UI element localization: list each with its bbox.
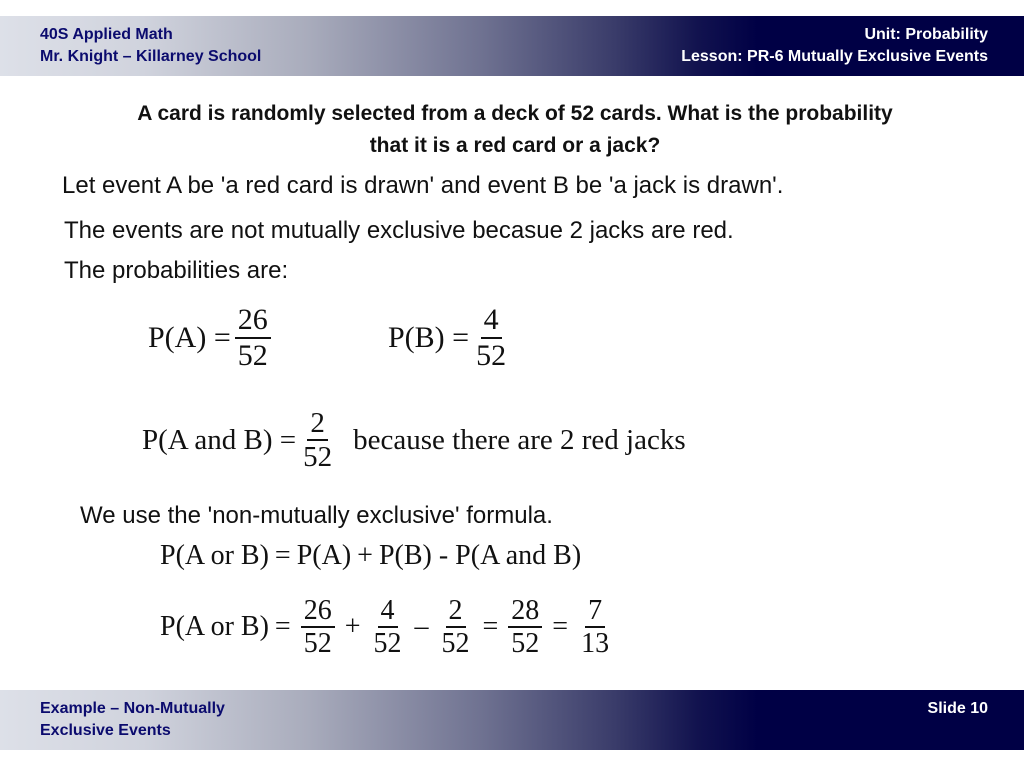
calc-fraction-4 <box>508 596 542 659</box>
fraction-denominator: 52 <box>373 628 402 660</box>
fraction-numerator: 2 <box>307 408 328 441</box>
fraction-numerator: 26 <box>301 596 335 628</box>
question-text <box>40 98 990 162</box>
prob-b-fraction <box>473 304 509 371</box>
question-line-2: that it is a red card or a jack? <box>369 134 661 157</box>
prob-b-label: P(B) = <box>388 320 470 354</box>
calc-lhs: P(A or B) <box>160 611 269 643</box>
calc-equals: = <box>552 611 569 643</box>
header-left <box>40 24 261 68</box>
course-title: 40S Applied Math <box>40 26 173 43</box>
fraction-denominator: 52 <box>303 628 332 660</box>
formula-plus: + <box>357 540 373 571</box>
formula-intro: We use the 'non-mutually exclusive' formula. <box>80 502 553 529</box>
calc-equals: = <box>482 611 499 643</box>
fraction-denominator: 52 <box>511 628 540 660</box>
fraction-numerator: 7 <box>585 596 605 628</box>
formula-equals: = <box>274 540 291 571</box>
lesson-title: Lesson: PR-6 Mutually Exclusive Events <box>681 48 988 65</box>
footer-title <box>40 698 300 742</box>
probabilities-intro: The probabilities are: <box>64 257 289 284</box>
formula-pa: P(A) <box>296 540 352 571</box>
prob-a-label: P(A) = <box>148 320 231 354</box>
calc-fraction-3 <box>439 596 473 659</box>
calc-fraction-2 <box>371 596 405 659</box>
prob-a-and-b-fraction <box>300 408 335 473</box>
calc-fraction-5 <box>578 596 612 659</box>
unit-title: Unit: Probability <box>864 26 988 43</box>
question-line-1: A card is randomly selected from a deck of 52 cards. What is the probability <box>137 102 893 125</box>
calc-equals: = <box>274 611 291 643</box>
header-right <box>681 24 988 68</box>
not-exclusive-reason: The events are not mutually exclusive becasue 2 jacks are red. <box>64 217 734 244</box>
teacher-name: Mr. Knight – Killarney School <box>40 48 262 65</box>
slide-number <box>928 698 988 720</box>
prob-a-and-b-label: P(A and B) = <box>142 423 297 456</box>
prob-b-equation <box>388 304 513 371</box>
red-jacks-note: because there are 2 red jacks <box>353 423 686 456</box>
footer-title-line-2: Exclusive Events <box>40 722 171 739</box>
prob-a-and-b-equation <box>142 408 686 473</box>
fraction-numerator: 26 <box>235 304 271 339</box>
fraction-numerator: 2 <box>446 596 466 628</box>
formula-rest: P(B) - P(A and B) <box>378 540 582 571</box>
event-definition: Let event A be 'a red card is drawn' and event B be 'a jack is drawn'. <box>62 172 784 199</box>
slide-label: Slide <box>927 700 966 717</box>
fraction-denominator: 13 <box>581 628 610 660</box>
fraction-denominator: 52 <box>237 338 268 372</box>
fraction-numerator: 4 <box>378 596 398 628</box>
formula-lhs: P(A or B) <box>160 540 269 571</box>
calc-plus: + <box>344 611 361 643</box>
slide-number-value: 10 <box>970 700 988 717</box>
calc-minus: – <box>414 611 429 643</box>
calc-fraction-1 <box>301 596 335 659</box>
calculation-equation <box>160 596 616 659</box>
prob-a-equation <box>148 304 275 371</box>
prob-a-fraction <box>235 304 271 371</box>
fraction-denominator: 52 <box>441 628 470 660</box>
addition-rule-formula <box>160 540 581 572</box>
fraction-denominator: 52 <box>303 441 333 474</box>
footer-title-line-1: Example – Non-Mutually <box>40 700 225 717</box>
fraction-denominator: 52 <box>476 338 507 372</box>
fraction-numerator: 28 <box>508 596 542 628</box>
fraction-numerator: 4 <box>481 304 502 339</box>
